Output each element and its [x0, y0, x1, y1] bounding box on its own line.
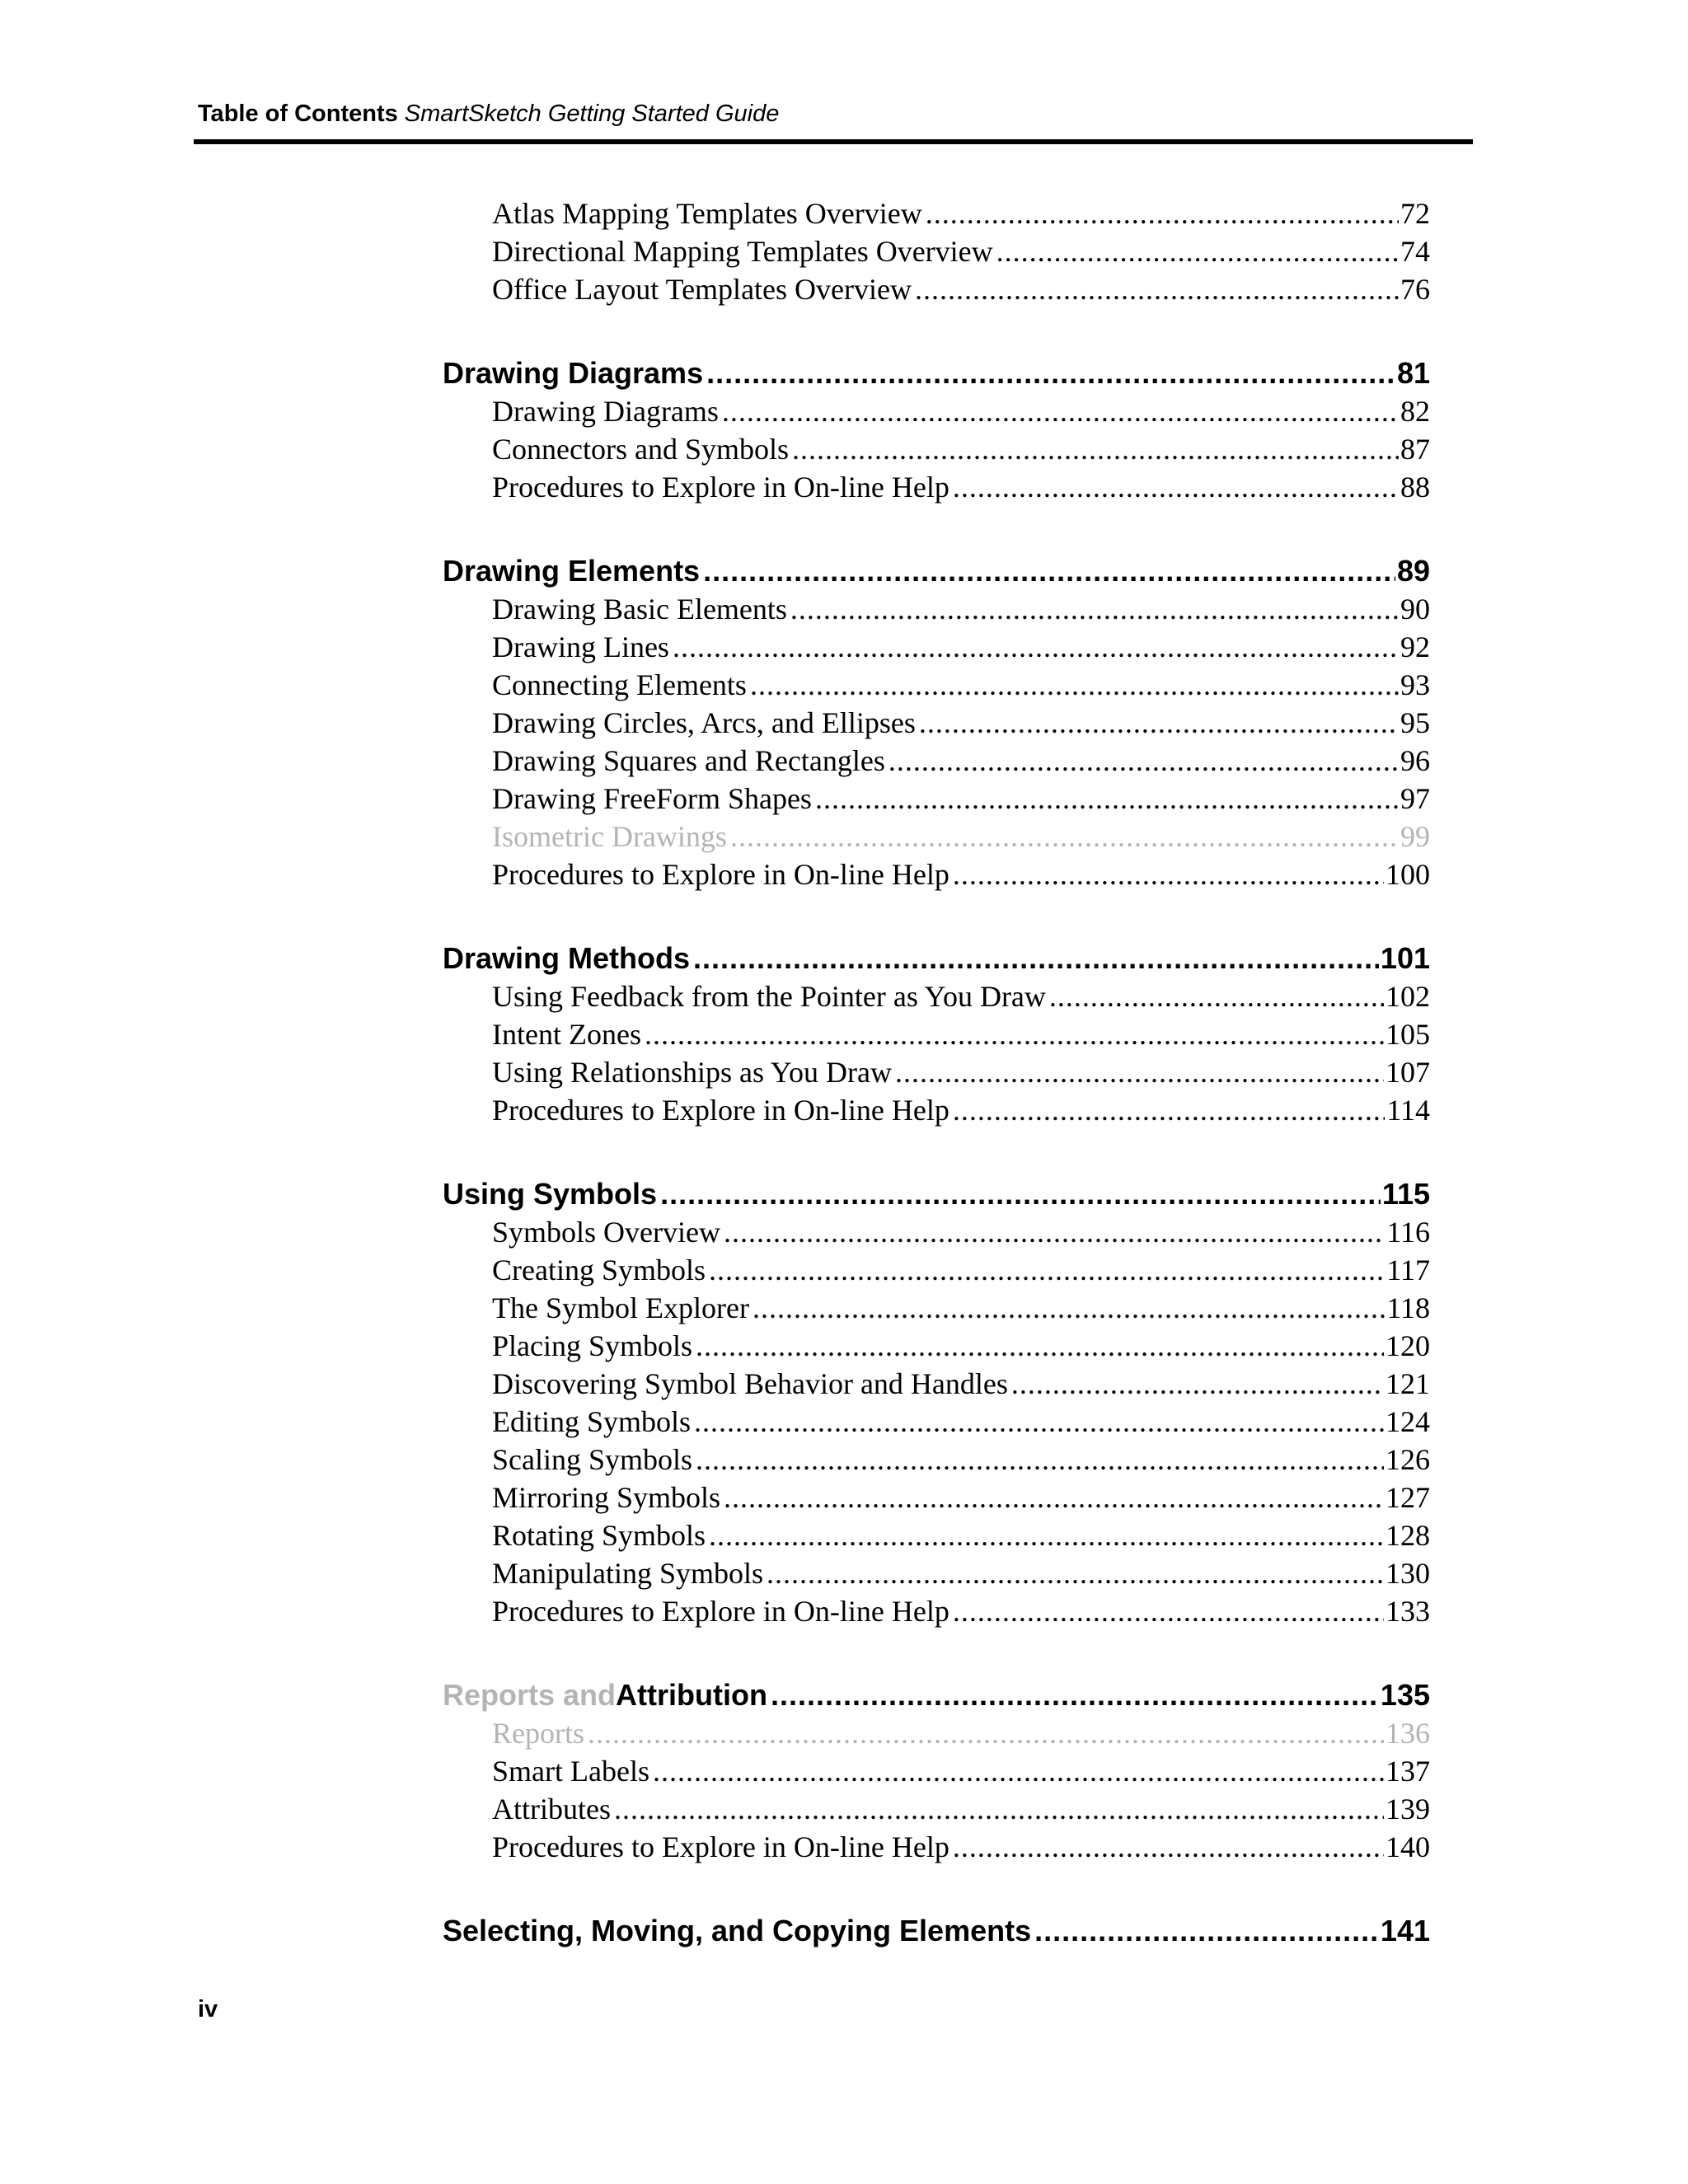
toc-entry-page-number: 90 — [1400, 593, 1430, 626]
toc-entry-title: Creating Symbols — [492, 1254, 706, 1286]
toc-entry-page-number: 118 — [1386, 1291, 1430, 1324]
toc-section-entry[interactable] — [492, 743, 1430, 778]
toc-section-entry[interactable] — [492, 1594, 1430, 1629]
toc-entry-page-number: 93 — [1400, 668, 1430, 701]
toc-entry-page-number: 96 — [1400, 744, 1430, 777]
toc-dot-leader — [926, 196, 1399, 231]
toc-section-entry[interactable] — [492, 1055, 1430, 1090]
toc-entry-title: Procedures to Explore in On-line Help — [492, 471, 950, 504]
toc-dot-leader — [1011, 1366, 1384, 1401]
toc-entry-title: Smart Labels — [492, 1755, 649, 1788]
toc-chapter-entry[interactable] — [443, 1914, 1430, 1948]
toc-dot-leader — [753, 1291, 1385, 1325]
toc-entry-page-number: 140 — [1386, 1830, 1430, 1863]
toc-dot-leader — [953, 857, 1384, 892]
toc-entry-title: Manipulating Symbols — [492, 1557, 764, 1590]
toc-entry-page-number: 88 — [1400, 471, 1430, 504]
toc-entry-page-number: 74 — [1400, 235, 1430, 268]
toc-entry-page-number: 92 — [1400, 630, 1430, 663]
toc-entry-title: Attribution — [616, 1678, 767, 1712]
toc-entry-title: Placing Symbols — [492, 1329, 693, 1362]
toc-dot-leader — [588, 1716, 1384, 1750]
toc-entry-page-number: 141 — [1380, 1914, 1430, 1947]
toc-entry-page-number: 135 — [1380, 1678, 1430, 1712]
toc-entry-title: Connectors and Symbols — [492, 433, 789, 466]
toc-section-entry[interactable] — [492, 1329, 1430, 1363]
toc-entry-title: Symbols Overview — [492, 1216, 720, 1249]
toc-dot-leader — [703, 554, 1395, 588]
toc-entry-title: Attributes — [492, 1793, 611, 1825]
toc-entry-title: Procedures to Explore in On-line Help — [492, 858, 950, 891]
header-section-label: Table of Contents — [198, 101, 398, 127]
toc-section-entry[interactable] — [492, 1093, 1430, 1127]
toc-dot-leader — [996, 234, 1399, 269]
toc-chapter-entry[interactable] — [443, 1177, 1430, 1212]
toc-dot-leader — [694, 1404, 1384, 1439]
toc-dot-leader — [724, 1215, 1385, 1249]
toc-section-entry[interactable] — [492, 1716, 1430, 1750]
toc-entry-page-number: 114 — [1386, 1094, 1430, 1127]
toc-section-entry[interactable] — [492, 592, 1430, 626]
toc-dot-leader — [693, 941, 1379, 976]
toc-entry-title: Directional Mapping Templates Overview — [492, 235, 993, 268]
toc-entry-title: Drawing FreeForm Shapes — [492, 782, 812, 815]
toc-entry-title: Drawing Methods — [443, 941, 691, 975]
toc-entry-page-number: 121 — [1386, 1367, 1430, 1400]
toc-entry-title: Intent Zones — [492, 1018, 641, 1051]
toc-chapter-entry[interactable] — [443, 554, 1430, 588]
toc-entry-title: Drawing Circles, Arcs, and Ellipses — [492, 706, 916, 739]
toc-section-entry[interactable] — [492, 432, 1430, 466]
toc-section-entry[interactable] — [492, 781, 1430, 816]
toc-chapter-entry[interactable] — [443, 1678, 1430, 1713]
toc-entry-page-number: 137 — [1386, 1755, 1430, 1788]
toc-section-entry[interactable] — [492, 1556, 1430, 1591]
toc-entry-page-number: 81 — [1396, 356, 1430, 390]
toc-dot-leader — [815, 781, 1399, 816]
toc-dot-leader — [724, 1480, 1384, 1515]
toc-section-entry[interactable] — [492, 1215, 1430, 1249]
toc-entry-page-number: 97 — [1400, 782, 1430, 815]
toc-section-entry[interactable] — [492, 1366, 1430, 1401]
toc-section-entry[interactable] — [492, 979, 1430, 1014]
toc-section-entry[interactable] — [492, 1754, 1430, 1788]
toc-section-entry[interactable] — [492, 394, 1430, 429]
toc-section-entry[interactable] — [492, 1830, 1430, 1864]
header-guide-title: SmartSketch Getting Started Guide — [404, 101, 780, 127]
toc-section-entry[interactable] — [492, 857, 1430, 892]
toc-entry-title: Drawing Lines — [492, 630, 669, 663]
toc-entry-title: Selecting, Moving, and Copying Elements — [443, 1914, 1032, 1947]
toc-section-entry[interactable] — [492, 819, 1430, 854]
toc-dot-leader — [790, 592, 1399, 626]
toc-entry-title: Office Layout Templates Overview — [492, 273, 912, 306]
toc-entry-title: Drawing Diagrams — [492, 395, 719, 428]
page-number: iv — [198, 1996, 218, 2022]
toc-entry-title: Drawing Diagrams — [443, 356, 704, 390]
toc-section-entry[interactable] — [492, 1518, 1430, 1553]
toc-dot-leader — [706, 356, 1395, 391]
toc-dot-leader — [767, 1556, 1384, 1591]
toc-entry-page-number: 136 — [1386, 1717, 1430, 1750]
toc-entry-page-number: 105 — [1386, 1018, 1430, 1051]
toc-entry-page-number: 126 — [1386, 1443, 1430, 1476]
toc-dot-leader — [709, 1253, 1385, 1287]
toc-dot-leader — [722, 394, 1399, 429]
toc-section-entry[interactable] — [492, 668, 1430, 702]
toc-entry-title-faded-part: Reports and — [443, 1678, 617, 1712]
toc-entry-page-number: 128 — [1386, 1519, 1430, 1552]
toc-dot-leader — [1049, 979, 1384, 1014]
toc-dot-leader — [614, 1792, 1384, 1826]
toc-entry-title: Isometric Drawings — [492, 820, 727, 853]
toc-entry-title: Using Relationships as You Draw — [492, 1056, 893, 1089]
toc-entry-page-number: 127 — [1386, 1481, 1430, 1514]
toc-dot-leader — [696, 1329, 1384, 1363]
toc-section-entry[interactable] — [492, 1792, 1430, 1826]
toc-entry-title: Connecting Elements — [492, 668, 747, 701]
toc-section-entry[interactable] — [492, 196, 1430, 231]
toc-entry-page-number: 89 — [1396, 554, 1430, 588]
toc-dot-leader — [953, 470, 1399, 504]
toc-entry-page-number: 87 — [1400, 433, 1430, 466]
toc-dot-leader — [673, 630, 1399, 664]
toc-section-entry[interactable] — [492, 470, 1430, 504]
toc-entry-page-number: 82 — [1400, 395, 1430, 428]
toc-entry-page-number: 133 — [1386, 1595, 1430, 1628]
toc-entry-page-number: 130 — [1386, 1557, 1430, 1590]
toc-entry-page-number: 120 — [1386, 1329, 1430, 1362]
toc-entry-title: Editing Symbols — [492, 1405, 692, 1438]
toc-entry-page-number: 76 — [1400, 273, 1430, 306]
toc-dot-leader — [750, 668, 1399, 702]
toc-section-entry[interactable] — [492, 234, 1430, 269]
toc-entry-title: Discovering Symbol Behavior and Handles — [492, 1367, 1008, 1400]
toc-dot-leader — [953, 1830, 1384, 1864]
toc-entry-title: Drawing Basic Elements — [492, 593, 787, 626]
toc-section-entry[interactable] — [492, 1480, 1430, 1515]
toc-dot-leader — [889, 743, 1399, 778]
toc-entry-title: Reports — [492, 1717, 584, 1750]
toc-entry-page-number: 117 — [1386, 1254, 1430, 1286]
toc-entry-title: The Symbol Explorer — [492, 1291, 749, 1324]
toc-dot-leader — [1034, 1914, 1379, 1948]
toc-dot-leader — [915, 272, 1399, 307]
toc-entry-title: Using Symbols — [443, 1177, 658, 1211]
toc-entry-page-number: 107 — [1386, 1056, 1430, 1089]
toc-chapter-entry[interactable] — [443, 356, 1430, 391]
toc-section-entry[interactable] — [492, 272, 1430, 307]
toc-entry-page-number: 100 — [1386, 858, 1430, 891]
toc-dot-leader — [895, 1055, 1384, 1090]
toc-dot-leader — [953, 1093, 1385, 1127]
toc-dot-leader — [653, 1754, 1384, 1788]
toc-entry-title: Rotating Symbols — [492, 1519, 706, 1552]
toc-entry-title: Drawing Elements — [443, 554, 701, 588]
toc-dot-leader — [919, 705, 1399, 740]
toc-entry-page-number: 72 — [1400, 197, 1430, 230]
toc-section-entry[interactable] — [492, 1253, 1430, 1287]
toc-entry-page-number: 116 — [1386, 1216, 1430, 1249]
toc-dot-leader — [953, 1594, 1384, 1629]
toc-entry-page-number: 139 — [1386, 1793, 1430, 1825]
toc-entry-page-number: 115 — [1381, 1177, 1430, 1211]
toc-dot-leader — [645, 1017, 1384, 1052]
toc-entry-page-number: 124 — [1386, 1405, 1430, 1438]
toc-entry-title: Procedures to Explore in On-line Help — [492, 1595, 950, 1628]
toc-entry-page-number: 102 — [1386, 980, 1430, 1013]
toc-dot-leader — [696, 1442, 1384, 1477]
toc-entry-page-number: 95 — [1400, 706, 1430, 739]
toc-section-entry[interactable] — [492, 1291, 1430, 1325]
toc-entry-title: Scaling Symbols — [492, 1443, 693, 1476]
toc-section-entry[interactable] — [492, 630, 1430, 664]
toc-dot-leader — [771, 1678, 1379, 1713]
toc-entry-title: Procedures to Explore in On-line Help — [492, 1830, 950, 1863]
toc-entry-page-number: 99 — [1400, 820, 1430, 853]
toc-section-entry[interactable] — [492, 1442, 1430, 1477]
toc-dot-leader — [709, 1518, 1384, 1553]
toc-section-entry[interactable] — [492, 1017, 1430, 1052]
toc-dot-leader — [730, 819, 1399, 854]
toc-entry-page-number: 101 — [1380, 941, 1430, 975]
toc-section-entry[interactable] — [492, 705, 1430, 740]
toc-dot-leader — [660, 1177, 1381, 1212]
toc-entry-title: Mirroring Symbols — [492, 1481, 721, 1514]
toc-entry-title: Procedures to Explore in On-line Help — [492, 1094, 950, 1127]
toc-chapter-entry[interactable] — [443, 941, 1430, 976]
toc-entry-title: Using Feedback from the Pointer as You Draw — [492, 980, 1046, 1013]
toc-section-entry[interactable] — [492, 1404, 1430, 1439]
toc-dot-leader — [792, 432, 1399, 466]
toc-entry-title: Atlas Mapping Templates Overview — [492, 197, 922, 230]
toc-entry-title: Drawing Squares and Rectangles — [492, 744, 885, 777]
